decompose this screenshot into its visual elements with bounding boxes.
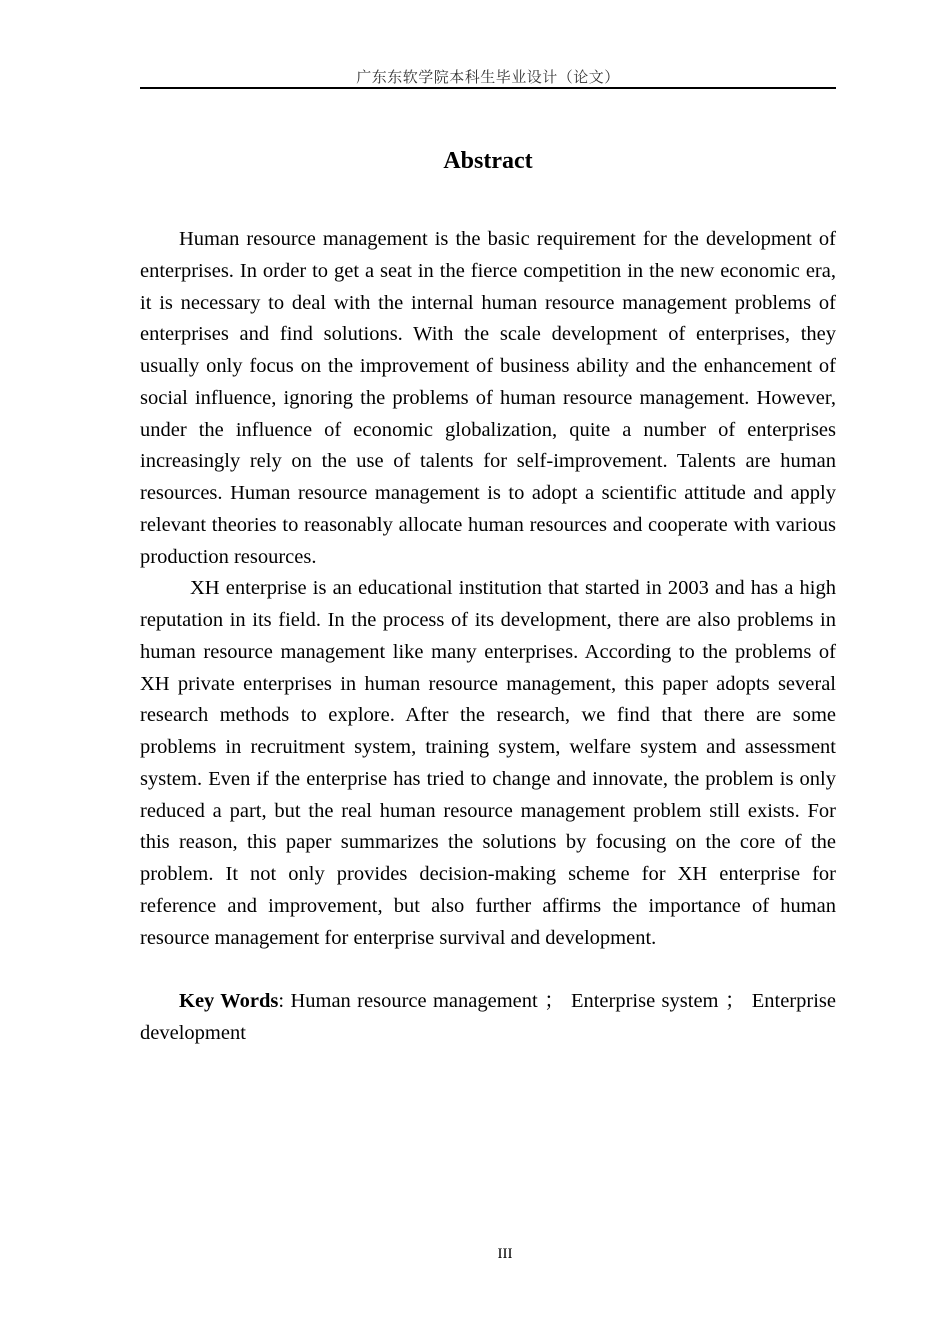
- keywords: [140, 986, 836, 1050]
- keywords-label: Key Words: [179, 990, 279, 1013]
- running-header: 广东东软学院本科生毕业设计（论文）: [356, 70, 620, 86]
- page-title: Abstract: [443, 148, 533, 174]
- keywords-separator: :: [278, 990, 285, 1013]
- keywords-text: Human resource management ； Enterprise system ； Enterprise development: [140, 990, 836, 1044]
- header-rule: [140, 87, 836, 89]
- page-number: III: [497, 1246, 513, 1262]
- abstract-paragraph-1: Human resource management is the basic requirement for the development of enterprises. In order to get a seat in the fierce competition in the new economic era, it is necessary to deal with the internal human resource management problems of enterprises and find solutions. With the scale development of enterprises, they usually only focus on the improvement of business ability and the enhancement of social influence, ignoring the problems of human resource management. However, under the influence of economic globalization, quite a number of enterprises increasingly rely on the use of talents for self-improvement. Talents are human resources. Human resource management is to adopt a scientific attitude and apply relevant theories to reasonably allocate human resources and cooperate with various production resources.: [140, 228, 836, 568]
- abstract-paragraph-2: XH enterprise is an educational institution that started in 2003 and has a high reputation in its field. In the process of its development, there are also problems in human resource management like many enterprises. According to the problems of XH private enterprises in human resource management, this paper adopts several research methods to explore. After the research, we find that there are some problems in recruitment system, training system, welfare system and assessment system. Even if the enterprise has tried to change and innovate, the problem is only reduced a part, but the real human resource management problem still exists. For this reason, this paper summarizes the solutions by focusing on the core of the problem. It not only provides decision-making scheme for XH enterprise for reference and improvement, but also further affirms the importance of human resource management for enterprise survival and development.: [140, 577, 836, 949]
- abstract-body: [140, 224, 836, 1050]
